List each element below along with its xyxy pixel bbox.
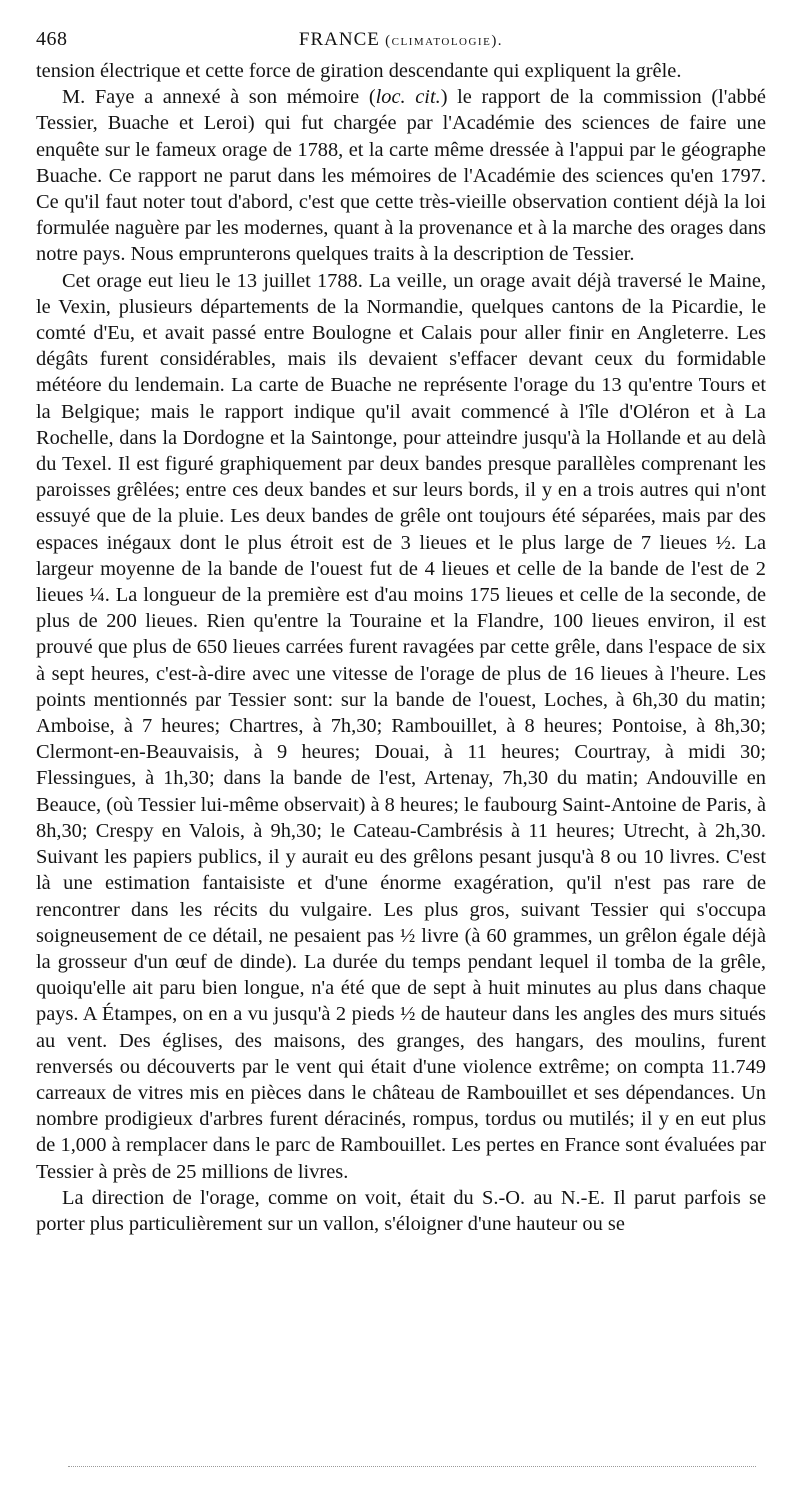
text-run: M. Faye a annexé à son mémoire ( — [62, 86, 376, 109]
body-text — [36, 58, 766, 1237]
paragraph-p1 — [36, 58, 766, 84]
text-run: ) le rapport de la commission (l'abbé Tessier, Buache et Leroi) qui fut chargée par l'Académie des sciences de faire une enquête sur le fameux orage de 1788, et la carte même dressée à l'appui par le géographe Buache. Ce rapport ne parut dans les mémoires de l'Académie des sciences qu'en 1797. Ce qu'il faut noter tout d'abord, c'est que cette très-vieille observation contient déjà la loi formulée naguère par les modernes, quant à la provenance et à la marche des orages dans notre pays. Nous emprunterons quelques traits à la description de Tessier. — [36, 86, 766, 266]
text-run: La direction de l'orage, comme on voit, était du S.-O. au N.-E. Il parut parfois se porter plus particulièrement sur un vallon, s'éloigner d'une hauteur ou se — [36, 1186, 766, 1235]
text-run: Cet orage eut lieu le 13 juillet 1788. La veille, un orage avait déjà traversé le Maine, le Vexin, plusieurs départements de la Normandie, quelques cantons de la Picardie, le comté d'Eu, et avait passé entre Boulogne et Calais pour aller finir en Angleterre. Les dégâts furent considérables, mais ils devaient s'effacer devant ceux du formidable météore du lendemain. La carte de Buache ne représente l'orage du 13 qu'entre Tours et la Belgique; mais le rapport indique qu'il avait commencé à l'île d'Oléron et à La Rochelle, dans la Dordogne et la Saintonge, pour atteindre jusqu'à la Hollande et au delà du Texel. Il est figuré graphiquement par deux bandes presque parallèles comprenant les paroisses grêlées; entre ces deux bandes et sur leurs bords, il y en a trois autres qui n'ont essuyé que de la pluie. Les deux bandes de grêle ont toujours été séparées, mais par des espaces inégaux dont le plus étroit est de 3 lieues et le plus large de 7 lieues ½. La largeur moyenne de la bande de l'ouest fut de 4 lieues et celle de la bande de l'est de 2 lieues ¼. La longueur de la première est d'au moins 175 lieues et celle de la seconde, de plus de 200 lieues. Rien qu'entre la Touraine et la Flandre, 100 lieues environ, il est prouvé que plus de 650 lieues carrées furent ravagées par cette grêle, dans l'espace de six à sept heures, c'est-à-dire avec une vitesse de l'orage de plus de 16 lieues à l'heure. Les points mentionnés par Tessier sont: sur la bande de l'ouest, Loches, à 6h,30 du matin; Amboise, à 7 heures; Chartres, à 7h,30; Rambouillet, à 8 heures; Pontoise, à 8h,30; Clermont-en-Beauvaisis, à 9 heures; Douai, à 11 heures; Courtray, à midi 30; Flessingues, à 1h,30; dans la bande de l'est, Artenay, 7h,30 du matin; Andouville en Beauce, (où Tessier lui-même observait) à 8 heures; le faubourg Saint-Antoine de Paris, à 8h,30; Crespy en Valois, à 9h,30; le Cateau-Cambrésis à 11 heures; Utrecht, à 2h,30. Suivant les papiers publics, il y aurait eu des grêlons pesant jusqu'à 8 ou 10 livres. C'est là une estimation fantaisiste et d'une énorme exagération, qu'il n'est pas rare de rencontrer dans les récits du vulgaire. Les plus gros, suivant Tessier qui s'occupa soigneusement de ce détail, ne pesaient pas ½ livre (à 60 grammes, un grêlon égale déjà la grosseur d'un œuf de dinde). La durée du temps pendant lequel il tomba de la grêle, quoiqu'elle ait paru bien longue, n'a été que de sept à huit minutes au plus dans chaque pays. A Étampes, on en a vu jusqu'à 2 pieds ½ de hauteur dans les angles des murs situés au vent. Des églises, des maisons, des granges, des hangars, des moulins, furent renversés ou découverts par le vent qui était d'une violence extrême; on compta 11.749 carreaux de vitres mis en pièces dans le château de Rambouillet et ses dépendances. Un nombre prodigieux d'arbres furent déracinés, rompus, tordus ou mutilés; il y en eut plus de 1,000 à remplacer dans le parc de Rambouillet. Les pertes en France sont évaluées par Tessier à près de 25 millions de livres. — [36, 269, 766, 1183]
paragraph-p2 — [36, 84, 766, 267]
italic-text-run: loc. cit. — [375, 86, 441, 109]
page-number: 468 — [36, 28, 68, 50]
running-title — [96, 29, 706, 51]
text-run: tension électrique et cette force de giration descendante qui expliquent la grêle. — [36, 60, 682, 82]
paragraph-p3 — [36, 268, 766, 1185]
paragraph-p4 — [36, 1185, 766, 1237]
running-title-sub: (climatologie). — [385, 33, 504, 49]
running-title-main: FRANCE — [298, 29, 380, 50]
footer-rule — [68, 1466, 756, 1467]
running-head — [36, 28, 766, 58]
